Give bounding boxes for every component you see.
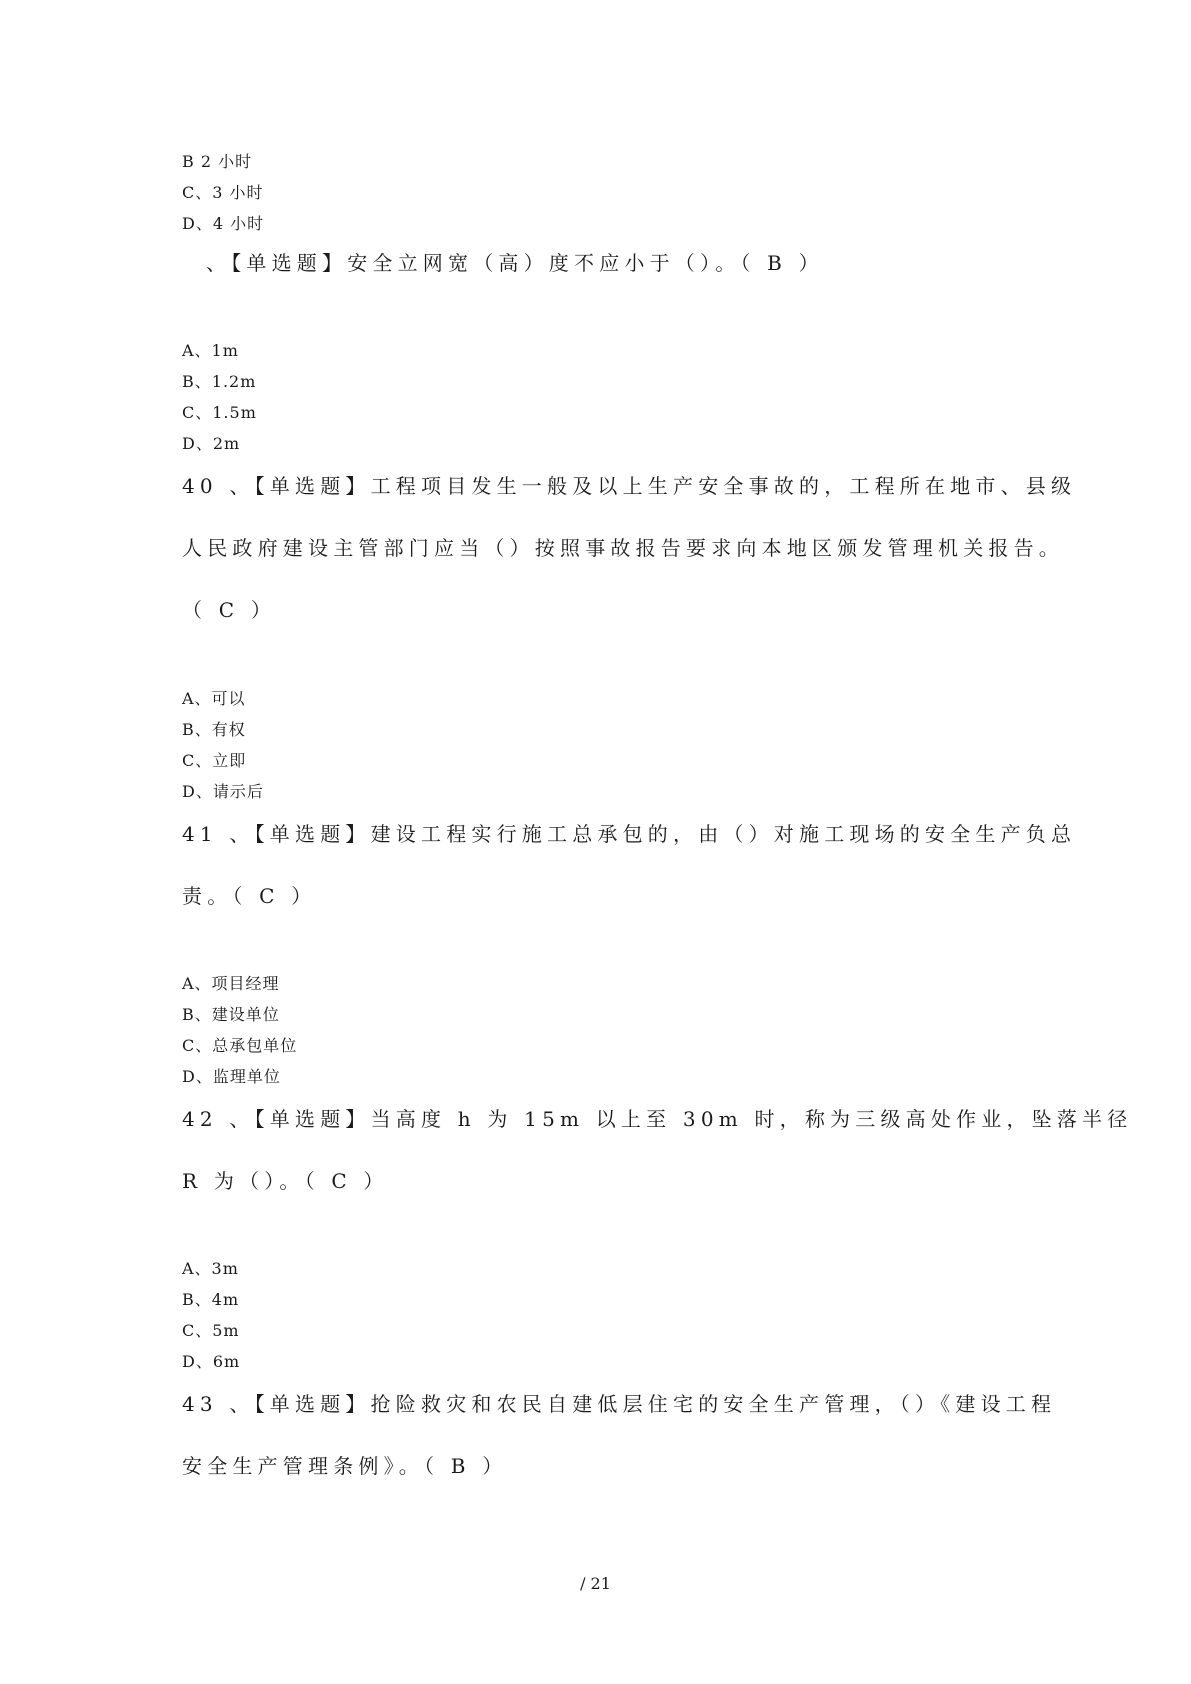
option-line: B、建设单位 — [182, 1005, 280, 1024]
question-answer: 责。（ C ） — [182, 884, 317, 908]
option-line: D、4 小时 — [182, 214, 265, 233]
option-line: C、立即 — [182, 751, 247, 770]
page-number: / 21 — [580, 1574, 611, 1593]
option-line: C、3 小时 — [182, 183, 264, 202]
question-text: 人民政府建设主管部门应当（）按照事故报告要求向本地区颁发管理机关报告。 — [182, 536, 1064, 560]
question-text: 、【单选题】安全立网宽（高）度不应小于（）。（ B ） — [206, 251, 824, 275]
option-line: A、1m — [182, 341, 239, 360]
option-line: C、总承包单位 — [182, 1036, 298, 1055]
option-line: A、项目经理 — [182, 974, 280, 993]
option-line: A、可以 — [182, 689, 246, 708]
question-text: 41 、【单选题】建设工程实行施工总承包的，由（）对施工现场的安全生产负总 — [182, 822, 1077, 846]
option-line: B、有权 — [182, 720, 246, 739]
option-line: A、3m — [182, 1259, 239, 1278]
question-answer: （ C ） — [182, 598, 277, 622]
option-line: C、5m — [182, 1321, 240, 1340]
option-line: B 2 小时 — [182, 152, 253, 171]
option-line: D、6m — [182, 1352, 241, 1371]
option-line: D、2m — [182, 434, 241, 453]
question-text: 40 、【单选题】工程项目发生一般及以上生产安全事故的，工程所在地市、县级 — [182, 474, 1077, 498]
question-answer: 安全生产管理条例》。（ B ） — [182, 1454, 508, 1478]
option-line: D、监理单位 — [182, 1067, 281, 1086]
question-answer: R 为（）。（ C ） — [182, 1169, 389, 1193]
option-line: C、1.5m — [182, 403, 257, 422]
option-line: B、4m — [182, 1290, 240, 1309]
option-line: D、请示后 — [182, 782, 264, 801]
question-text: 43 、【单选题】抢险救灾和农民自建低层住宅的安全生产管理，（）《建设工程 — [182, 1392, 1057, 1416]
question-text: 42 、【单选题】当高度 h 为 15m 以上至 30m 时，称为三级高处作业，坠落半径 — [182, 1107, 1133, 1131]
option-line: B、1.2m — [182, 372, 257, 391]
